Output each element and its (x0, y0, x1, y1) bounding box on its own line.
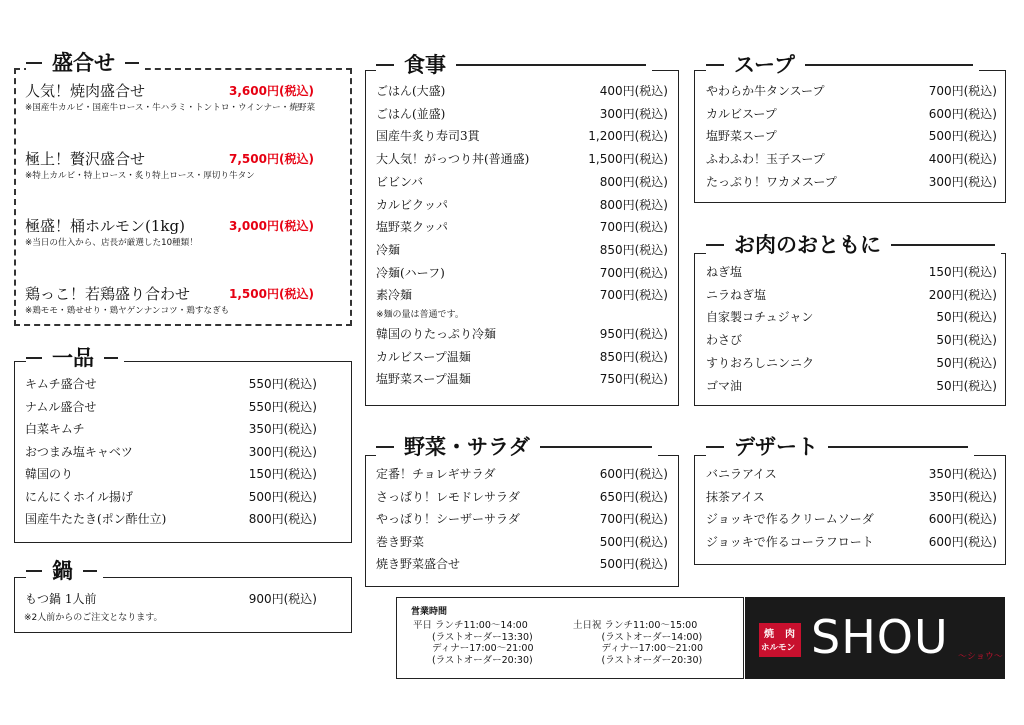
business-hours-panel (396, 597, 744, 679)
menu-item-price: 1,200円(税込) (588, 129, 668, 144)
menu-item-name: 素冷麺 (376, 288, 413, 303)
menu-item-price: 600円(税込) (599, 467, 668, 481)
weekday-hours: 平日 ランチ11:00～14:00 (ラストオーダー13:30) ディナー17:00～21:00 (ラストオーダー20:30) (413, 620, 534, 666)
ippin-title: 一品 (26, 345, 124, 371)
menu-item-name: 国産牛たたき(ポン酢仕立) (25, 512, 167, 526)
menu-item-price: 50円(税込) (936, 355, 997, 370)
menu-item-price: 50円(税込) (936, 310, 997, 325)
moriawase-item-name: 人気！焼肉盛合せ (25, 82, 146, 100)
menu-item-name: 自家製コチュジャン (706, 310, 814, 325)
menu-item-price: 150円(税込) (928, 265, 997, 279)
menu-item-price: 500円(税込) (248, 489, 317, 504)
menu-item-name: おつまみ塩キャベツ (25, 444, 133, 459)
shokuji-title: 食事 (376, 52, 652, 78)
dessert-menu-row (706, 463, 997, 485)
ippin-menu-row (25, 418, 317, 440)
menu-item-name: ふわふわ！玉子スープ (706, 152, 825, 167)
menu-item-price: 550円(税込) (248, 399, 317, 414)
menu-item-name: 抹茶アイス (706, 489, 765, 504)
menu-item-name: ニラねぎ塩 (706, 287, 767, 302)
menu-item-name: ジョッキで作るクリームソーダ (706, 512, 874, 527)
menu-item-name: ジョッキで作るコーラフロート (706, 535, 874, 550)
menu-item-name: 冷麺 (376, 242, 401, 257)
moriawase-item-desc: ※特上カルビ・特上ロース・炙り特上ロース・厚切り牛タン (25, 171, 255, 181)
yakiniku-horumon-badge (759, 623, 801, 657)
shokuji-menu-row (376, 80, 668, 102)
yasai-title: 野菜・サラダ (376, 434, 658, 460)
menu-item-name: 白菜キムチ (25, 422, 85, 436)
shokuji-menu-row (376, 368, 668, 390)
shokuji-menu-row (376, 194, 668, 216)
menu-item-name: ごはん(並盛) (376, 106, 446, 121)
menu-item-price: 700円(税込) (928, 84, 997, 98)
menu-item-price: 800円(税込) (599, 197, 668, 212)
moriawase-item-price: 3,000円(税込) (229, 219, 314, 233)
menu-item-price: 50円(税込) (936, 378, 997, 393)
moriawase-item-desc: ※当日の仕入から、店長が厳選した10種類！ (25, 238, 198, 248)
soup-menu-row (706, 103, 997, 125)
menu-item-price: 50円(税込) (936, 333, 997, 348)
moriawase-item (25, 216, 314, 250)
menu-item-price: 350円(税込) (248, 422, 317, 436)
otomo-menu-row (706, 306, 997, 328)
menu-item-price: 700円(税込) (599, 288, 668, 303)
badge-top-right-char: 肉 (785, 629, 795, 640)
menu-item-name: 塩野菜スープ温麺 (376, 372, 471, 387)
ippin-menu-row (25, 486, 317, 508)
moriawase-item-name: 極上！贅沢盛合せ (25, 150, 146, 168)
moriawase-item-desc: ※国産牛カルビ・国産牛ロース・牛ハラミ・トントロ・ウインナー・焼野菜 (25, 103, 316, 113)
moriawase-item-name: 極盛！桶ホルモン(1kg) (25, 217, 185, 235)
yasai-menu-row (376, 531, 668, 553)
shokuji-menu-row (376, 323, 668, 345)
menu-item-name: すりおろしニンニク (706, 355, 815, 370)
menu-item-name: 焼き野菜盛合せ (376, 557, 461, 571)
dessert-menu-row (706, 486, 997, 508)
menu-item-price: 500円(税込) (928, 129, 997, 144)
menu-item-name: 韓国のり (25, 467, 74, 481)
soup-title: スープ (706, 52, 979, 78)
menu-item-name: やわらか牛タンスープ (706, 84, 825, 98)
soup-menu-row (706, 80, 997, 102)
moriawase-item-price: 7,500円(税込) (229, 152, 314, 166)
ippin-menu-row (25, 441, 317, 463)
shop-logo (745, 597, 1005, 679)
moriawase-title: 盛合せ (26, 50, 145, 76)
otomo-title: お肉のおともに (706, 232, 1001, 258)
menu-item-price: 850円(税込) (599, 349, 668, 364)
menu-item-price: 700円(税込) (599, 265, 668, 280)
otomo-menu-row (706, 352, 997, 374)
menu-item-name: バニラアイス (706, 467, 777, 481)
menu-item-name: ビビンバ (376, 174, 424, 189)
menu-item-name: ナムル盛合せ (25, 399, 97, 414)
menu-item-price: 600円(税込) (928, 512, 997, 527)
menu-item-name: 定番！チョレギサラダ (376, 467, 496, 481)
menu-item-name: カルビスープ (706, 106, 777, 121)
badge-top-left-char: 焼 (764, 629, 774, 640)
menu-item-price: 1,500円(税込) (588, 152, 668, 167)
shokuji-menu-row (376, 125, 668, 147)
moriawase-item-name: 鶏っこ！若鶏盛り合わせ (25, 285, 191, 303)
ippin-menu-row (25, 373, 317, 395)
menu-item-price: 950円(税込) (599, 327, 668, 341)
otomo-menu-row (706, 329, 997, 351)
menu-item-price: 800円(税込) (599, 174, 668, 189)
nabe-title: 鍋 (26, 558, 103, 584)
ippin-menu-row (25, 463, 317, 485)
shokuji-menu-row (376, 284, 668, 306)
menu-item-name: さっぱり！レモドレサラダ (376, 489, 520, 504)
menu-item-price: 550円(税込) (248, 377, 317, 391)
badge-bottom-text: ホルモン (761, 643, 796, 653)
yasai-menu-row (376, 553, 668, 575)
moriawase-item (25, 284, 314, 318)
menu-item-name: 国産牛炙り寿司3貫 (376, 129, 480, 144)
menu-item-price: 600円(税込) (928, 535, 997, 550)
menu-item-name: 塩野菜スープ (706, 129, 777, 144)
menu-item-price: 350円(税込) (928, 489, 997, 504)
menu-item-name: もつ鍋 1人前 (25, 592, 97, 606)
menu-item-price: 600円(税込) (928, 106, 997, 121)
menu-item-price: 750円(税込) (599, 372, 668, 387)
yasai-menu-row (376, 463, 668, 485)
business-hours-title: 営業時間 (411, 607, 448, 617)
menu-item-price: 300円(税込) (248, 444, 317, 459)
ippin-menu-row (25, 508, 317, 530)
dessert-title: デザート (706, 434, 974, 460)
shokuji-menu-row (376, 148, 668, 170)
menu-item-price: 700円(税込) (599, 220, 668, 235)
menu-item-name: たっぷり！ワカメスープ (706, 174, 837, 189)
menu-item-name: やっぱり！シーザーサラダ (376, 512, 520, 526)
logo-reading: ～ショウ～ (958, 652, 1003, 662)
menu-item-price: 500円(税込) (599, 557, 668, 571)
menu-item-price: 700円(税込) (599, 512, 668, 526)
otomo-menu-row (706, 284, 997, 306)
dessert-menu-row (706, 531, 997, 553)
menu-item-price: 200円(税込) (928, 287, 997, 302)
menu-item-name: 巻き野菜 (376, 534, 425, 549)
menu-item-price: 650円(税込) (599, 489, 668, 504)
menu-item-price: 300円(税込) (928, 174, 997, 189)
shokuji-menu-row (376, 262, 668, 284)
shokuji-menu-row (376, 346, 668, 368)
soup-menu-row (706, 148, 997, 170)
shokuji-note: ※麺の量は普通です。 (376, 310, 464, 320)
menu-item-name: カルビスープ温麺 (376, 349, 471, 364)
moriawase-item-price: 1,500円(税込) (229, 287, 314, 301)
moriawase-item-price: 3,600円(税込) (229, 84, 314, 98)
nabe-menu-row (25, 588, 317, 610)
menu-item-price: 800円(税込) (248, 512, 317, 526)
menu-item-price: 300円(税込) (599, 106, 668, 121)
otomo-menu-row (706, 375, 997, 397)
nabe-note: ※2人前からのご注文となります。 (24, 613, 163, 623)
shokuji-menu-row (376, 239, 668, 261)
menu-item-price: 350円(税込) (928, 467, 997, 481)
shokuji-menu-row (376, 216, 668, 238)
shokuji-menu-row (376, 103, 668, 125)
menu-item-name: ねぎ塩 (706, 265, 743, 279)
menu-item-name: 韓国のりたっぷり冷麺 (376, 327, 497, 341)
menu-item-name: キムチ盛合せ (25, 377, 97, 391)
menu-item-price: 150円(税込) (248, 467, 317, 481)
menu-item-price: 900円(税込) (248, 592, 317, 606)
moriawase-item (25, 149, 314, 183)
menu-item-name: ゴマ油 (706, 378, 743, 393)
menu-item-name: にんにくホイル揚げ (25, 489, 134, 504)
yasai-menu-row (376, 486, 668, 508)
menu-item-price: 400円(税込) (599, 84, 668, 98)
yasai-menu-row (376, 508, 668, 530)
shokuji-menu-row (376, 171, 668, 193)
menu-item-name: 冷麺(ハーフ) (376, 265, 445, 280)
holiday-hours: 土日祝 ランチ11:00～15:00 (ラストオーダー14:00) ディナー17:00～21:00 (ラストオーダー20:30) (573, 620, 703, 666)
moriawase-item-desc: ※鶏モモ・鶏せせり・鶏ヤゲンナンコツ・鶏すなぎも (25, 306, 230, 316)
logo-wordmark: SHOU (811, 610, 949, 664)
menu-item-name: 大人気！がっつり丼(普通盛) (376, 152, 530, 167)
menu-item-price: 850円(税込) (599, 242, 668, 257)
menu-item-price: 500円(税込) (599, 534, 668, 549)
ippin-menu-row (25, 396, 317, 418)
soup-menu-row (706, 125, 997, 147)
dessert-menu-row (706, 508, 997, 530)
moriawase-item (25, 81, 315, 115)
otomo-menu-row (706, 261, 997, 283)
menu-item-name: ごはん(大盛) (376, 84, 446, 98)
soup-menu-row (706, 171, 997, 193)
menu-item-name: 塩野菜クッパ (376, 220, 449, 235)
menu-item-name: カルビクッパ (376, 197, 449, 212)
menu-item-name: わさび (706, 333, 743, 348)
menu-item-price: 400円(税込) (928, 152, 997, 167)
